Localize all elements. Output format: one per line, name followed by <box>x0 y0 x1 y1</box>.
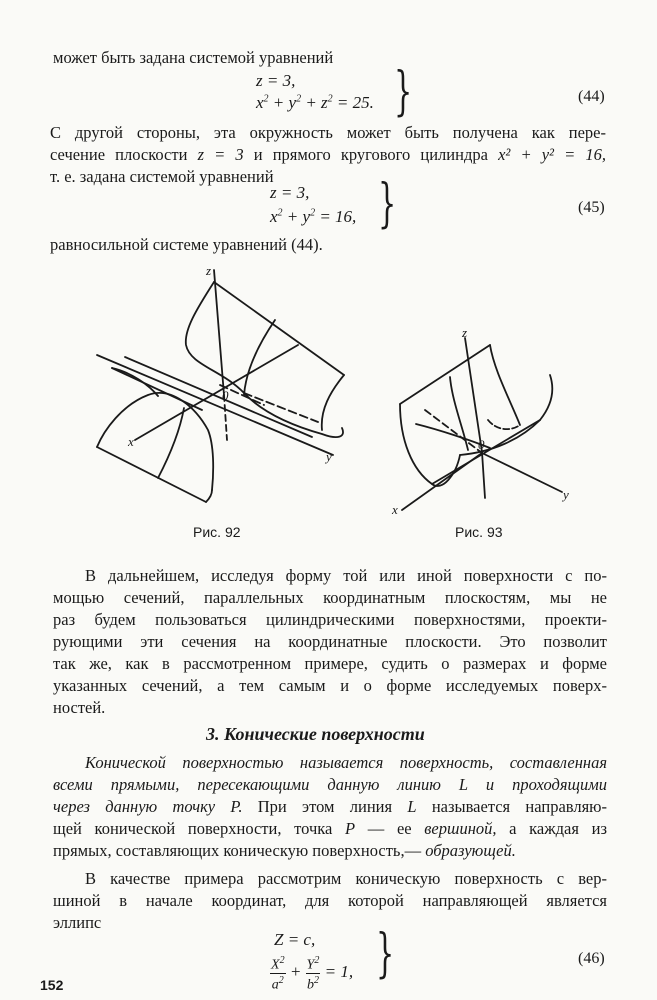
eq45-line2: $x^2 + y^2 = 16$, <box>270 207 357 226</box>
paragraph-4-line5: так же, как в рассмотренном примере, судить о размерах и форме <box>53 654 607 673</box>
figure-92-caption: Рис. 92 <box>193 524 241 540</box>
fig93-z-axis-lower <box>482 452 485 498</box>
eq46-line1: Z = c, <box>274 930 316 949</box>
paragraph-5-line1: В качестве примера рассмотрим коническую поверхность с вер- <box>85 869 607 888</box>
eq46-brace: } <box>376 924 395 984</box>
definition-line4: щей конической поверхности, точка P — ее вершиной, а каждая из <box>53 819 607 838</box>
fig93-label-y: y <box>563 487 569 502</box>
fig93-cylinder <box>400 345 490 404</box>
definition-line2: всеми прямыми, пересекающими данную линию L и проходящими <box>53 775 607 794</box>
eq44-brace: } <box>394 62 413 122</box>
paragraph-4-line2: мощью сечений, параллельных координатным плоскостям, мы не <box>53 588 607 607</box>
paragraph-2-line1: С другой стороны, эта окружность может быть получена как пере- <box>50 123 606 142</box>
paragraph-4-line4: рующими эти сечения на координатные плоскости. Это позволит <box>53 632 607 651</box>
definition-line5: прямых, составляющих коническую поверхность,— образующей. <box>53 841 516 860</box>
fig93-label-o: 0 <box>478 437 485 452</box>
paragraph-2-line3: т. е. задана системой уравнений <box>50 167 274 186</box>
paragraph-4-line7: ностей. <box>53 698 106 717</box>
fig92-upper-sheet <box>186 282 343 437</box>
figure-93-caption: Рис. 93 <box>455 524 503 540</box>
eq44-line1: z = 3, <box>256 71 296 90</box>
fig93-y-axis <box>482 453 562 492</box>
eq46-line2: $\frac{X^2}{a^2}$ + $\frac{Y^2}{b^2}$ = 1, <box>271 955 354 993</box>
fig92-label-o: 0 <box>222 388 229 403</box>
eq44-number: (44) <box>578 88 605 105</box>
paragraph-5-line2: шиной в начале координат, для которой направляющей является <box>53 891 607 910</box>
page-number: 152 <box>40 977 64 993</box>
figures-area <box>0 255 657 525</box>
fig93-label-z: z <box>462 325 468 340</box>
paragraph-4-line3: раз будем пользоваться цилиндрическими поверхностями, проекти- <box>53 610 607 629</box>
paragraph-3: равносильной системе уравнений (44). <box>50 235 323 254</box>
eq46-number: (46) <box>578 950 605 967</box>
definition-line3: через данную точку P. При этом линия L называется направляю- <box>53 797 607 816</box>
paragraph-4-line1: В дальнейшем, исследуя форму той или иной поверхности с по- <box>85 566 607 585</box>
fig92-label-x: x <box>128 434 134 449</box>
eq44-line2: $x^2 + y^2 + z^2 = 25$. <box>256 93 374 112</box>
section-title: 3. Конические поверхности <box>206 724 425 744</box>
paragraph-intro: может быть задана системой уравнений <box>53 48 334 67</box>
eq46-frac-y: $\frac{Y^2}{b^2}$ <box>306 955 320 993</box>
paragraph-5-line3: эллипс <box>53 913 102 932</box>
paragraph-4-line6: указанных сечений, а тем самым и о форме исследуемых поверх- <box>53 676 607 695</box>
fig92-label-z: z <box>206 263 212 278</box>
fig92-label-y: y <box>326 449 332 464</box>
eq45-line1: z = 3, <box>270 183 310 202</box>
fig93-label-x: x <box>392 502 398 517</box>
definition-line1: Конической поверхностью называется поверхность, составленная <box>85 753 607 772</box>
eq46-frac-x: $\frac{X^2}{a^2}$ <box>271 955 285 993</box>
eq45-number: (45) <box>578 199 605 216</box>
paragraph-2-line2: сечение плоскости z = 3 и прямого кругового цилиндра x² + y² = 16, <box>50 145 607 164</box>
eq45-brace: } <box>378 174 397 234</box>
